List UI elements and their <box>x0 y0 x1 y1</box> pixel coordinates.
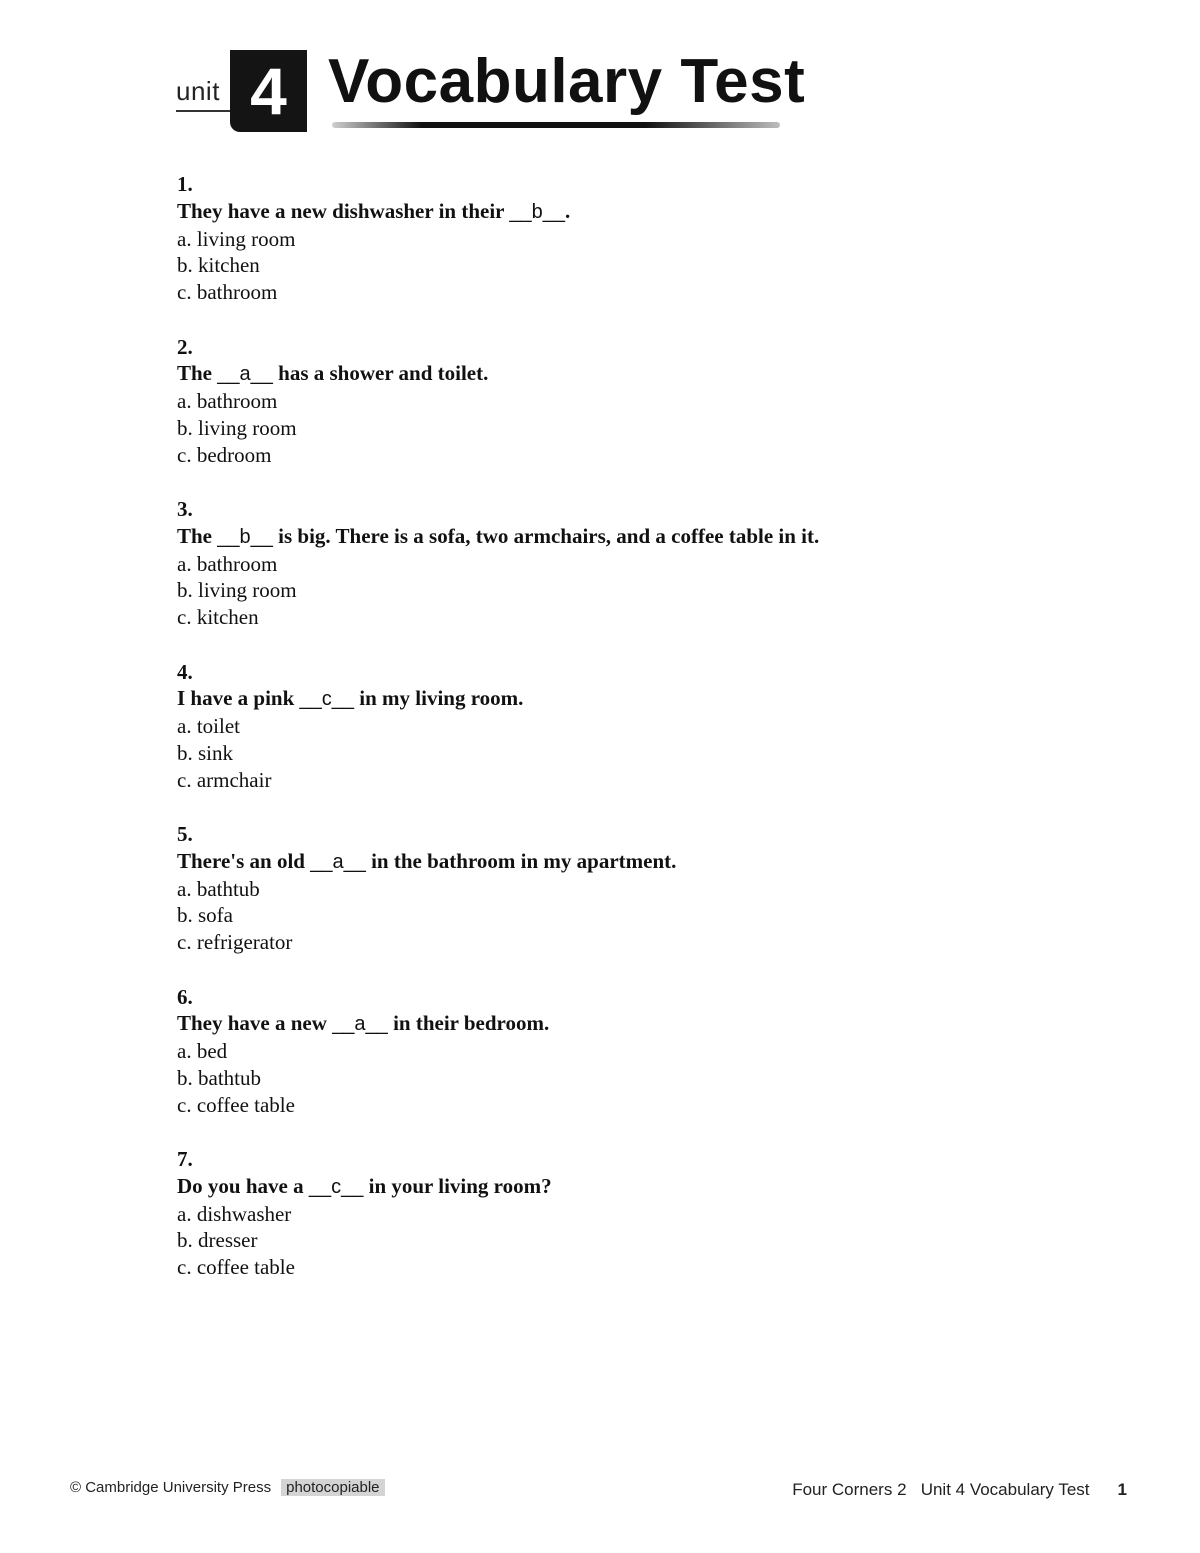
stem-before: The <box>177 361 218 386</box>
option-a: a. bathroom <box>177 551 278 576</box>
copyright-text: © Cambridge University Press <box>70 1479 272 1496</box>
answer-blank: __a__ <box>332 1013 388 1036</box>
stem-after: has a shower and toilet. <box>272 361 489 386</box>
question-number: 5. <box>177 822 193 846</box>
option-a: a. living room <box>177 226 296 251</box>
option-a: a. dishwasher <box>177 1201 292 1226</box>
footer-book-info <box>792 1480 1127 1500</box>
question-number: 7. <box>177 1147 193 1171</box>
stem-before: They have a new dishwasher in their <box>177 198 510 223</box>
option-c: c. coffee table <box>177 1255 295 1280</box>
question-stem <box>177 523 1097 551</box>
stem-before: I have a pink <box>177 686 300 711</box>
answer-blank: __a__ <box>217 363 273 386</box>
question-7 <box>177 1146 1097 1309</box>
answer-blank: __a__ <box>310 850 366 873</box>
option-c: c. coffee table <box>177 1092 295 1117</box>
option-c: c. refrigerator <box>177 930 293 955</box>
question-stem <box>177 360 1097 388</box>
question-stem <box>177 1173 1097 1201</box>
option-b: b. bathtub <box>177 1065 261 1090</box>
stem-before: They have a new <box>177 1011 333 1036</box>
photocopiable-badge: photocopiable <box>281 1479 384 1496</box>
question-stem <box>177 198 1097 226</box>
title-underline <box>332 122 780 128</box>
question-number: 4. <box>177 659 193 684</box>
page-title: Vocabulary Test <box>328 47 806 116</box>
question-5 <box>177 821 1097 984</box>
question-stem <box>177 1010 1097 1038</box>
option-b: b. living room <box>177 415 297 440</box>
option-c: c. bedroom <box>177 442 272 467</box>
stem-after: is big. There is a sofa, two armchairs, and a coffee table in it. <box>272 523 820 548</box>
option-a: a. bathtub <box>177 876 260 901</box>
stem-before: The <box>177 523 218 548</box>
stem-before: There's an old <box>177 848 311 873</box>
question-1 <box>177 171 1097 334</box>
answer-blank: __c__ <box>308 1175 364 1198</box>
question-6 <box>177 984 1097 1147</box>
option-b: b. sofa <box>177 903 233 928</box>
option-c: c. kitchen <box>177 605 259 630</box>
stem-after: in my living room. <box>354 686 524 711</box>
stem-after: in the bathroom in my apartment. <box>365 848 677 873</box>
option-a: a. toilet <box>177 714 240 739</box>
answer-blank: __b__ <box>217 525 273 548</box>
stem-after: . <box>564 198 571 223</box>
option-b: b. living room <box>177 578 297 603</box>
book-info-text: Four Corners 2 Unit 4 Vocabulary Test <box>792 1480 1090 1499</box>
option-a: a. bathroom <box>177 389 278 414</box>
question-stem <box>177 685 1097 713</box>
answer-blank: __c__ <box>299 688 355 711</box>
option-a: a. bed <box>177 1039 228 1064</box>
question-number: 3. <box>177 497 193 521</box>
option-b: b. kitchen <box>177 253 260 278</box>
footer-copyright <box>70 1479 385 1496</box>
page-number: 1 <box>1117 1480 1127 1499</box>
stem-after: in your living room? <box>363 1173 552 1198</box>
option-b: b. sink <box>177 740 234 765</box>
unit-underline <box>176 110 232 112</box>
stem-after: in their bedroom. <box>387 1011 550 1036</box>
question-number: 1. <box>177 172 193 196</box>
option-c: c. armchair <box>177 767 272 792</box>
unit-label: unit <box>176 76 220 106</box>
page-header <box>176 46 816 136</box>
question-number: 6. <box>177 984 193 1009</box>
answer-blank: __b__ <box>509 200 565 223</box>
question-4 <box>177 659 1097 822</box>
question-stem <box>177 848 1097 876</box>
unit-number-badge: 4 <box>230 50 307 132</box>
question-3 <box>177 496 1097 659</box>
option-b: b. dresser <box>177 1228 258 1253</box>
option-c: c. bathroom <box>177 280 278 305</box>
question-2 <box>177 334 1097 497</box>
question-list <box>177 171 1097 1309</box>
question-number: 2. <box>177 334 193 359</box>
stem-before: Do you have a <box>177 1173 309 1198</box>
